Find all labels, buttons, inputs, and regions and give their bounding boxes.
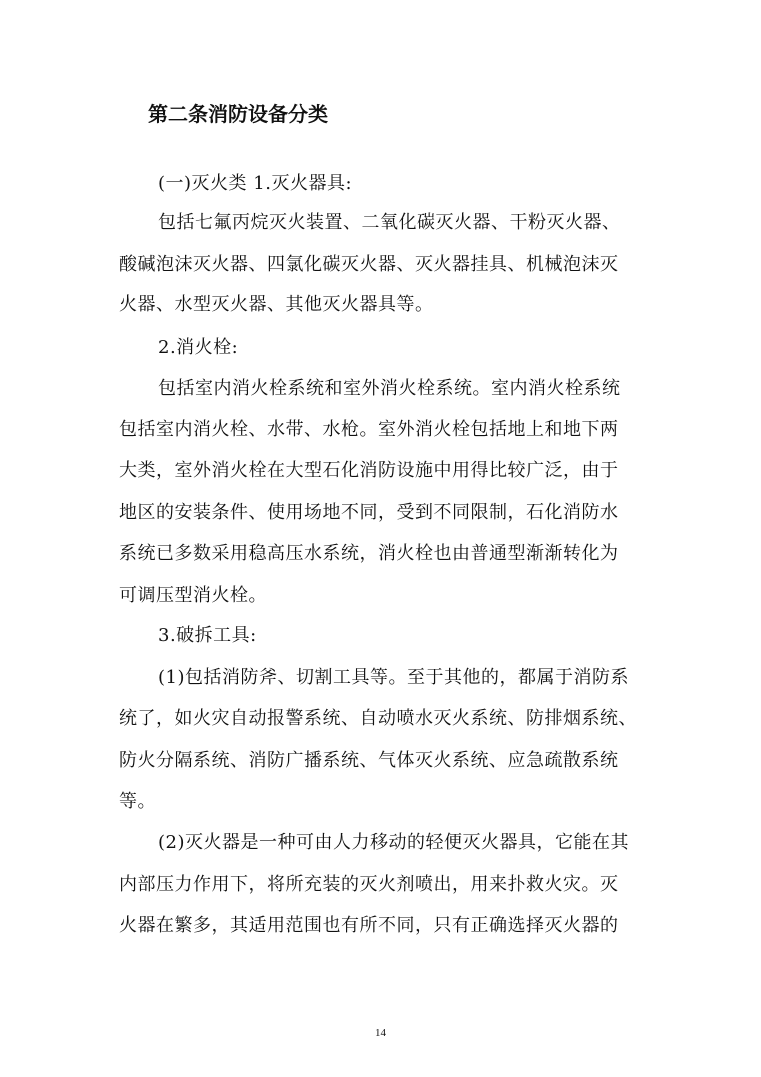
text-line: 统了，如火灾自动报警系统、自动喷水灭火系统、防排烟系统、 — [119, 708, 637, 729]
text-line: 包括室内消火栓系统和室外消火栓系统。室内消火栓系统 — [158, 378, 621, 399]
text-line: 系统已多数采用稳高压水系统，消火栓也由普通型渐渐转化为 — [119, 543, 619, 564]
text-line: 酸碱泡沫灭火器、四氯化碳灭火器、灭火器挂具、机械泡沫灭 — [119, 254, 619, 275]
text-line: 可调压型消火栓。 — [119, 585, 267, 606]
text-line: 包括七氟丙烷灭火装置、二氧化碳灭火器、干粉灭火器、 — [158, 212, 621, 233]
text-line: 火器在繁多，其适用范围也有所不同，只有正确选择灭火器的 — [119, 915, 619, 936]
text-line: (2)灭火器是一种可由人力移动的轻便灭火器具，它能在其 — [158, 832, 629, 853]
text-line: 大类，室外消火栓在大型石化消防设施中用得比较广泛，由于 — [119, 460, 619, 481]
text-line: 2.消火栓: — [158, 337, 239, 358]
section-title: 第二条消防设备分类 — [148, 102, 328, 126]
text-line: (1)包括消防斧、切割工具等。至于其他的，都属于消防系 — [158, 667, 629, 688]
text-line: 火器、水型灭火器、其他灭火器具等。 — [119, 294, 434, 315]
text-line: 3.破拆工具: — [158, 625, 257, 646]
text-line: 地区的安装条件、使用场地不同，受到不同限制，石化消防水 — [119, 502, 619, 523]
text-line: (一)灭火类 1.灭火器具: — [158, 173, 353, 194]
text-line: 包括室内消火栓、水带、水枪。室外消火栓包括地上和地下两 — [119, 419, 619, 440]
page-number: 14 — [375, 1027, 386, 1039]
text-line: 内部压力作用下，将所充装的灭火剂喷出，用来扑救火灾。灭 — [119, 874, 619, 895]
text-line: 等。 — [119, 791, 156, 812]
text-line: 防火分隔系统、消防广播系统、气体灭火系统、应急疏散系统 — [119, 750, 619, 771]
